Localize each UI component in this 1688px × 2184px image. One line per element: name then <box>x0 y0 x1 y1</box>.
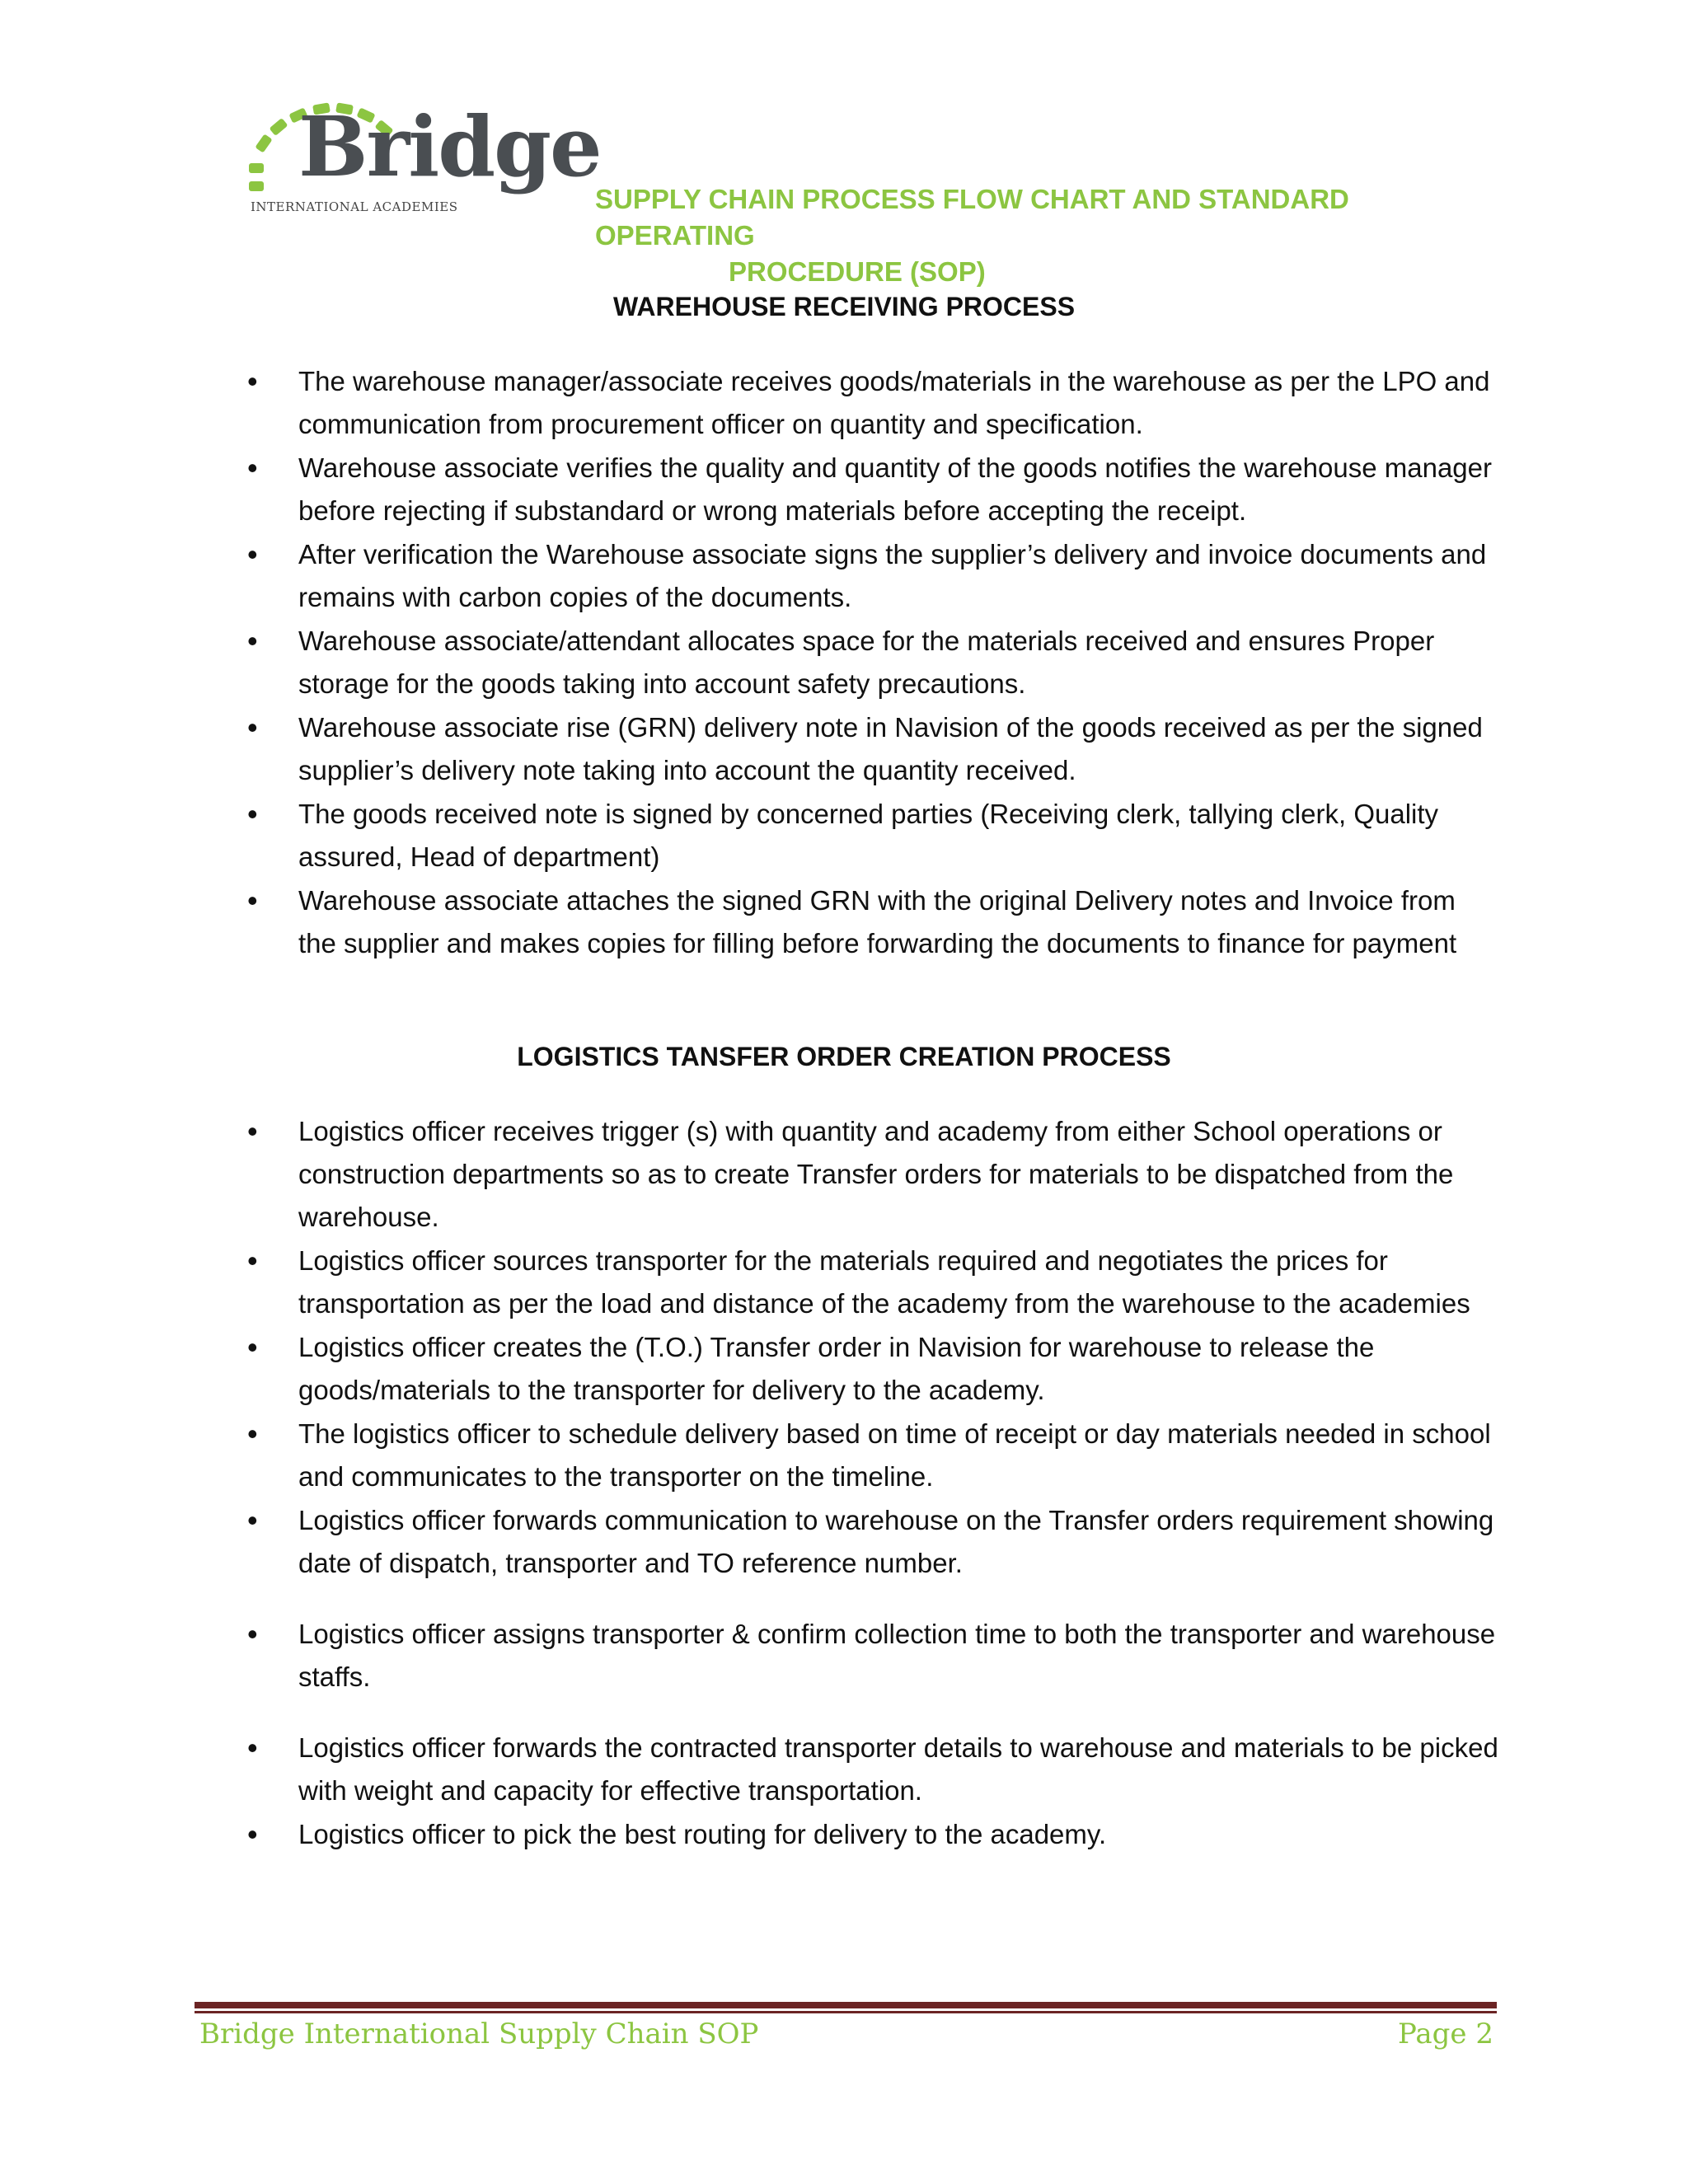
document-title-line2: PROCEDURE (SOP) <box>729 256 986 287</box>
section-heading-logistics: LOGISTICS TANSFER ORDER CREATION PROCESS <box>517 1042 1171 1071</box>
list-item: • Logistics officer creates the (T.O.) Transfer order in Navision for warehouse to release the goods/materials to the transporter for delivery to the academy. <box>247 1326 1500 1412</box>
list-item: • Warehouse associate/attendant allocates space for the materials received and ensures Proper storage for the goods taking into account safety precautions. <box>247 620 1500 705</box>
logo-subtitle: INTERNATIONAL ACADEMIES <box>251 199 458 214</box>
footer-divider <box>195 2002 1497 2008</box>
list-item: • The logistics officer to schedule delivery based on time of receipt or day materials needed in school and communicates to the transporter on the timeline. <box>247 1413 1500 1498</box>
list-item: • The goods received note is signed by concerned parties (Receiving clerk, tallying clerk, Quality assured, Head of department) <box>247 793 1500 879</box>
list-item: • Warehouse associate verifies the quality and quantity of the goods notifies the warehouse manager before rejecting if substandard or wrong materials before accepting the receipt. <box>247 447 1500 532</box>
footer-document-name: Bridge International Supply Chain SOP <box>199 2018 759 2050</box>
list-item: • Logistics officer assigns transporter & confirm collection time to both the transporter and warehouse staffs. <box>247 1613 1500 1699</box>
list-item: • Warehouse associate attaches the signed GRN with the original Delivery notes and Invoice from the supplier and makes copies for filling before forwarding the documents to finance for payment <box>247 879 1500 965</box>
list-item: • The warehouse manager/associate receives goods/materials in the warehouse as per the LPO and communication from procurement officer on quantity and specification. <box>247 360 1500 446</box>
document-title-line1: SUPPLY CHAIN PROCESS FLOW CHART AND STANDARD OPERATING <box>595 184 1349 251</box>
list-item: • Logistics officer forwards the contracted transporter details to warehouse and materials to be picked with weight and capacity for effective transportation. <box>247 1727 1500 1812</box>
list-item: • Warehouse associate rise (GRN) delivery note in Navision of the goods received as per the signed supplier’s delivery note taking into account the quantity received. <box>247 706 1500 792</box>
logistics-transfer-list <box>247 1110 1500 1857</box>
footer-divider-thin <box>195 2011 1497 2013</box>
list-item: • Logistics officer receives trigger (s) with quantity and academy from either School operations or construction departments so as to create Transfer orders for materials to be dispatched from the warehouse. <box>247 1110 1500 1239</box>
list-item: • Logistics officer forwards communication to warehouse on the Transfer orders requirement showing date of dispatch, transporter and TO reference number. <box>247 1499 1500 1585</box>
document-title <box>595 181 1436 290</box>
footer-page-number: Page 2 <box>1398 2018 1493 2050</box>
bridge-logo <box>247 97 601 221</box>
list-item: • Logistics officer to pick the best routing for delivery to the academy. <box>247 1813 1500 1856</box>
list-item: • Logistics officer sources transporter for the materials required and negotiates the prices for transportation as per the load and distance of the academy from the warehouse to the academies <box>247 1240 1500 1325</box>
warehouse-receiving-list <box>247 360 1500 966</box>
section-heading-warehouse: WAREHOUSE RECEIVING PROCESS <box>612 292 1076 321</box>
list-item: • After verification the Warehouse associate signs the supplier’s delivery and invoice documents and remains with carbon copies of the documents. <box>247 533 1500 619</box>
logo-wordmark: Bridge <box>298 98 601 195</box>
